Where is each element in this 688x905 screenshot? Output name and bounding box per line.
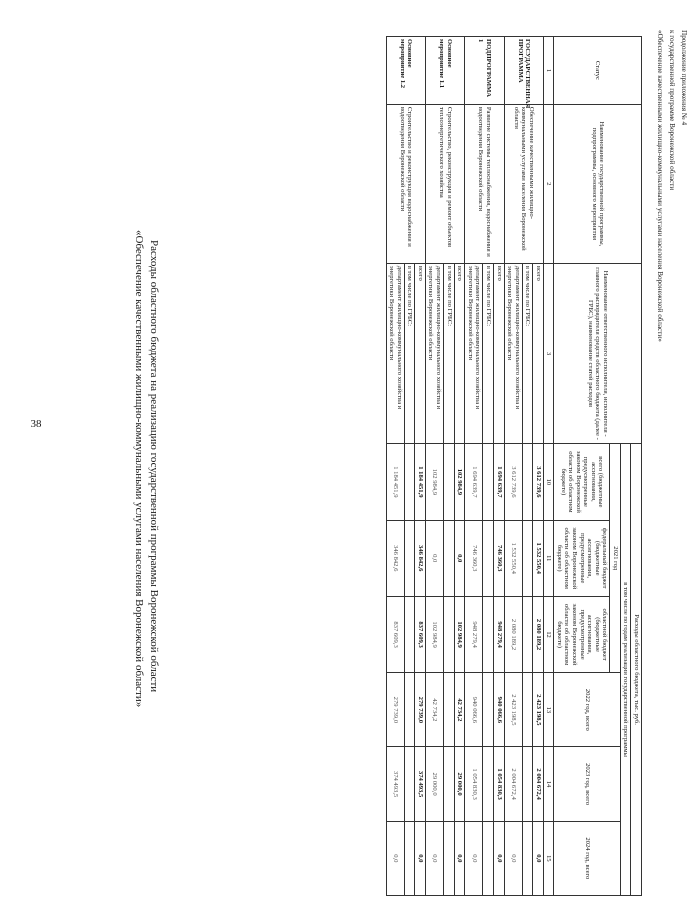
header-federal: федеральный бюджет (бюджетные ассигнования, предусмотренные законом Воронежской области об областном бюджете) [554,520,610,596]
row-value: 374 493,5 [415,747,426,821]
row-value [444,520,455,596]
row-value [483,821,494,895]
row-value: 346 842,6 [386,520,404,596]
row-executor: департамент жилищно-коммунального хозяйства и энергетики Воронежской области [425,263,443,443]
header-year-2021: 2021 год [610,444,621,673]
row-status: Основное мероприятие 1.2 [386,37,425,105]
row-status: ГОСУДАРСТВЕННАЯ ПРОГРАММА [504,37,543,105]
row-executor: департамент жилищно-коммунального хозяйства и энергетики Воронежской области [504,263,522,443]
colnum: 10 [543,444,553,520]
row-executor: в том числе по ГРБС: [483,263,494,443]
header-2022: 2022 год, всего [554,673,621,747]
row-value [444,444,455,520]
row-value [522,673,533,747]
row-value [404,520,415,596]
row-value: 1 054 830,3 [493,747,504,821]
budget-table-container [52,36,642,896]
row-value: 948 279,4 [465,596,483,672]
header-regional: областной бюджет (бюджетные ассигнования, предусмотренные законом Воронежской области об областном бюджете) [554,596,610,672]
row-value [483,520,494,596]
row-value: 1 694 639,7 [465,444,483,520]
row-executor: департамент жилищно-коммунального хозяйства и энергетики Воронежской области [386,263,404,443]
row-value [483,673,494,747]
row-value [444,673,455,747]
header-status: Статус [554,37,642,105]
row-status: ПОДПРОГРАММА 1 [465,37,504,105]
row-value: 0,0 [533,821,544,895]
row-value: 948 279,4 [493,596,504,672]
colnum: 1 [543,37,553,105]
row-value: 837 609,3 [415,596,426,672]
colnum: 12 [543,596,553,672]
row-value: 42 734,2 [454,673,465,747]
row-executor: всего [454,263,465,443]
row-value: 102 984,9 [454,444,465,520]
header-executor: Наименование ответственного исполнителя, исполнителя - главного распорядителя средств областного бюджета (далее - ГРБС), наименование статей расходов [554,263,642,443]
row-value: 0,0 [425,520,443,596]
colnum: 15 [543,821,553,895]
row-executor: всего [493,263,504,443]
row-value: 1 054 830,3 [465,747,483,821]
colnum: 13 [543,673,553,747]
row-value: 0,0 [504,821,522,895]
table-body [386,37,543,896]
row-value [444,747,455,821]
row-value: 279 739,0 [386,673,404,747]
colnum: 3 [543,263,553,443]
row-value: 940 066,6 [465,673,483,747]
row-value [522,520,533,596]
header-name: Наименование государственной программы, подпрограммы, основного мероприятия [554,104,642,263]
header-expenses: Расходы областного бюджета, тыс. руб. [631,444,642,896]
table-row [533,37,544,896]
row-value: 29 000,0 [425,747,443,821]
colnum: 2 [543,104,553,263]
row-value [404,444,415,520]
row-value [522,821,533,895]
row-value: 0,0 [493,821,504,895]
row-executor: департамент жилищно-коммунального хозяйства и энергетики Воронежской области [465,263,483,443]
row-value: 102 984,9 [454,596,465,672]
row-value: 102 984,9 [425,596,443,672]
row-value [404,747,415,821]
row-value: 746 360,3 [493,520,504,596]
row-executor: всего [533,263,544,443]
row-value [483,444,494,520]
header-total-2021: всего (бюджетные ассигнования, предусмотренные законом Воронежской области об областном бюджете) [554,444,610,520]
header-note-3: «Обеспечение качественными жилищно-коммунальными услугами населения Воронежской области» [656,30,664,342]
row-value [404,673,415,747]
page-number: 38 [30,418,42,430]
row-value: 2 080 189,2 [533,596,544,672]
table-row [415,37,426,896]
row-status: Основное мероприятие 1.1 [425,37,464,105]
header-by-years: в том числе по годам реализации государственной программы [620,444,631,896]
row-value: 42 734,2 [425,673,443,747]
row-value [522,444,533,520]
row-value [444,821,455,895]
header-2024: 2024 год, всего [554,821,621,895]
row-name: Развитие системы теплоснабжения, водоснабжения и водоотведения Воронежской области [465,104,504,263]
row-value: 837 609,3 [386,596,404,672]
row-value: 2 080 189,2 [504,596,522,672]
row-value: 2 423 198,5 [533,673,544,747]
row-value: 2 423 198,5 [504,673,522,747]
colnum: 11 [543,520,553,596]
row-value: 346 842,6 [415,520,426,596]
row-value [522,747,533,821]
row-value [444,596,455,672]
header-note-1: Продолжение приложения № 4 [680,30,688,126]
header-note-2: к государственной программе Воронежской области [668,30,676,191]
row-value: 0,0 [415,821,426,895]
row-value: 1 184 451,9 [415,444,426,520]
row-name: Обеспечение качественными жилищно-коммунальными услугами населения Воронежской области [504,104,543,263]
row-value: 3 612 739,6 [504,444,522,520]
row-executor: в том числе по ГРБС: [404,263,415,443]
row-value: 940 066,6 [493,673,504,747]
header-2023: 2023 год, всего [554,747,621,821]
row-value [522,596,533,672]
row-name: Строительство и реконструкция водоснабжения и водоотведения Воронежской области [386,104,425,263]
row-value: 0,0 [386,821,404,895]
row-executor: в том числе по ГРБС: [522,263,533,443]
row-value: 1 532 550,4 [504,520,522,596]
row-value: 3 612 739,6 [533,444,544,520]
row-value: 2 004 672,4 [533,747,544,821]
row-value: 0,0 [454,821,465,895]
row-value: 746 360,3 [465,520,483,596]
row-value: 2 004 672,4 [504,747,522,821]
row-value [483,747,494,821]
row-value: 102 984,9 [425,444,443,520]
title-line-1: Расходы областного бюджета на реализацию государственной программы Воронежской области [148,240,160,693]
row-value: 29 000,0 [454,747,465,821]
row-value: 0,0 [425,821,443,895]
row-value [483,596,494,672]
budget-table [386,36,642,896]
colnum: 14 [543,747,553,821]
row-value [404,821,415,895]
row-value: 374 493,5 [386,747,404,821]
row-value [404,596,415,672]
row-value: 1 532 550,4 [533,520,544,596]
row-value: 1 184 451,9 [386,444,404,520]
row-value: 1 694 639,7 [493,444,504,520]
table-row [454,37,465,896]
row-value: 0,0 [454,520,465,596]
row-value: 279 739,0 [415,673,426,747]
table-row [493,37,504,896]
row-value: 0,0 [465,821,483,895]
row-name: Строительство, реконструкция и ремонт объектов теплоэнергетического хозяйства [425,104,464,263]
row-executor: всего [415,263,426,443]
row-executor: в том числе по ГРБС: [444,263,455,443]
title-line-2: «Обеспечение качественными жилищно-коммунальными услугами населения Воронежской области» [133,230,145,708]
